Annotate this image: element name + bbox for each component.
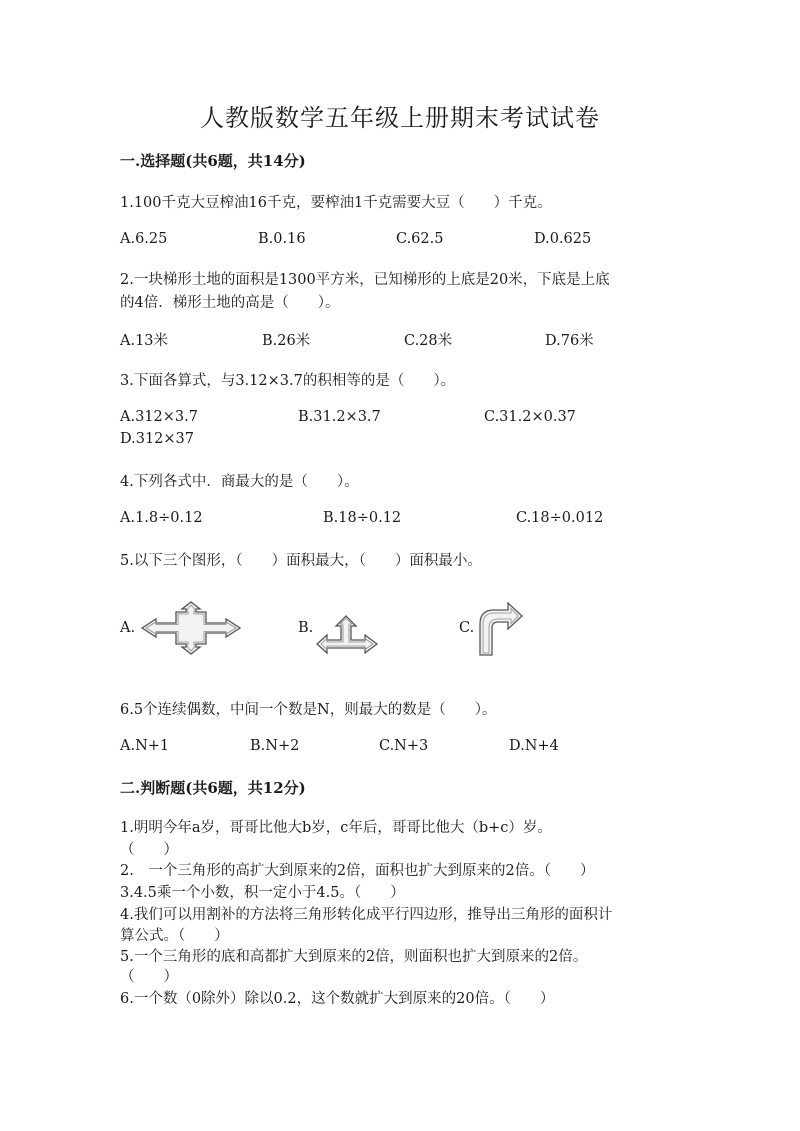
judgment-line-5: 4.我们可以用割补的方法将三角形转化成平行四边形，推导出三角形的面积计 xyxy=(120,907,613,923)
question-5: 5.以下三个图形，（ ）面积最大，（ ）面积最小。 xyxy=(120,553,482,569)
q5-option-b: B. xyxy=(298,620,314,636)
q4-option-b: B.18÷0.12 xyxy=(323,510,402,526)
q2-option-c: C.28米 xyxy=(404,333,453,349)
bent-arrow-shape-c xyxy=(476,600,526,658)
judgment-line-9: 6.一个数（0除外）除以0.2，这个数就扩大到原来的20倍。（ ） xyxy=(120,991,555,1007)
question-1: 1.100千克大豆榨油16千克，要榨油1千克需要大豆（ ）千克。 xyxy=(120,195,552,211)
section-heading-judgment: 二.判断题(共6题，共12分) xyxy=(120,779,306,797)
question-2-line2: 的4倍．梯形土地的高是（ ）。 xyxy=(120,295,340,311)
q1-option-d: D.0.625 xyxy=(534,231,592,247)
q1-option-b: B.0.16 xyxy=(258,231,306,247)
q1-option-c: C.62.5 xyxy=(396,231,444,247)
q6-option-c: C.N+3 xyxy=(379,738,429,754)
q2-option-d: D.76米 xyxy=(545,333,594,349)
q4-option-c: C.18÷0.012 xyxy=(516,510,604,526)
judgment-line-8: （ ） xyxy=(120,969,178,985)
cross-arrow-shape-a xyxy=(138,600,244,656)
judgment-line-3: 2. 一个三角形的高扩大到原来的2倍，面积也扩大到原来的2倍。（ ） xyxy=(120,863,595,879)
q2-option-a: A.13米 xyxy=(120,333,169,349)
q6-option-b: B.N+2 xyxy=(250,738,300,754)
question-4: 4.下列各式中．商最大的是（ ）。 xyxy=(120,474,359,490)
q1-option-a: A.6.25 xyxy=(120,231,168,247)
t-arrow-shape-b xyxy=(314,614,380,656)
q6-option-a: A.N+1 xyxy=(120,738,170,754)
q5-option-a: A. xyxy=(120,620,136,636)
q3-option-d: D.312×37 xyxy=(120,431,194,447)
q5-option-c: C. xyxy=(459,620,475,636)
page-title: 人教版数学五年级上册期末考试试卷 xyxy=(200,104,600,132)
q3-option-c: C.31.2×0.37 xyxy=(484,409,576,425)
judgment-line-6: 算公式。（ ） xyxy=(120,928,229,944)
judgment-line-1: 1.明明今年a岁，哥哥比他大b岁，c年后，哥哥比他大（b+c）岁。 xyxy=(120,820,552,836)
question-3: 3.下面各算式，与3.12×3.7的积相等的是（ ）。 xyxy=(120,373,456,389)
q3-option-b: B.31.2×3.7 xyxy=(298,409,381,425)
judgment-line-7: 5.一个三角形的底和高都扩大到原来的2倍，则面积也扩大到原来的2倍。 xyxy=(120,949,588,965)
q6-option-d: D.N+4 xyxy=(509,738,559,754)
section-heading-choice: 一.选择题(共6题，共14分) xyxy=(120,152,306,170)
question-6: 6.5个连续偶数，中间一个数是N，则最大的数是（ ）。 xyxy=(120,702,497,718)
judgment-line-4: 3.4.5乘一个小数，积一定小于4.5。（ ） xyxy=(120,885,405,901)
q4-option-a: A.1.8÷0.12 xyxy=(120,510,203,526)
judgment-line-2: （ ） xyxy=(120,842,178,858)
q2-option-b: B.26米 xyxy=(262,333,311,349)
q3-option-a: A.312×3.7 xyxy=(120,409,198,425)
question-2-line1: 2.一块梯形土地的面积是1300平方米，已知梯形的上底是20米，下底是上底 xyxy=(120,272,610,288)
